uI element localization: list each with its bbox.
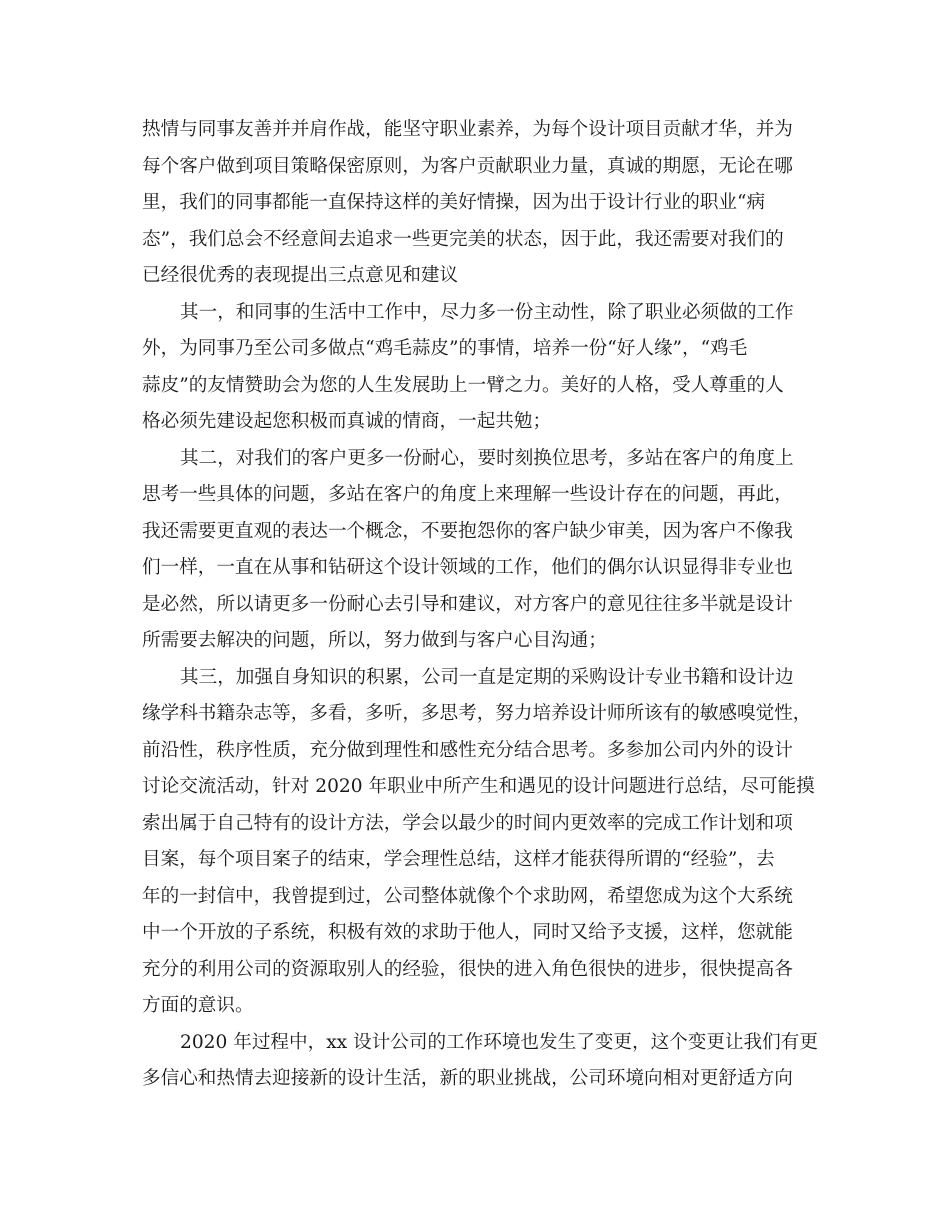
paragraph (142, 441, 812, 660)
document-body (142, 112, 818, 1098)
text-line: 其三，加强自身知识的积累，公司一直是定期的采购设计专业书籍和设计边 (180, 666, 794, 688)
text-line: 2020 年过程中，xx 设计公司的工作环境也发生了变更，这个变更让我们有更 (180, 1031, 818, 1053)
text-line: 索出属于自己特有的设计方法，学会以最少的时间内更效率的完成工作计划和项 (142, 812, 793, 834)
text-line: 前沿性，秩序性质，充分做到理性和感性充分结合思考。多参加公司内外的设计 (142, 739, 793, 761)
text-line: 热情与同事友善并并肩作战，能坚守职业素养，为每个设计项目贡献才华，并为 (142, 119, 793, 140)
text-line: 其二，对我们的客户更多一份耐心，要时刻换位思考，多站在客户的角度上 (180, 447, 794, 469)
text-line: 我还需要更直观的表达一个概念，不要抱怨你的客户缺少审美，因为客户不像我 (142, 520, 793, 542)
text-line: 充分的利用公司的资源取别人的经验，很快的进入角色很快的进步，很快提高各 (142, 958, 793, 980)
text-line: 缘学科书籍杂志等，多看，多听，多思考，努力培养设计师所该有的敏感嗅觉性， (142, 703, 812, 724)
text-line: 已经很优秀的表现提出三点意见和建议 (142, 265, 459, 286)
text-line: 其一，和同事的生活中工作中，尽力多一份主动性，除了职业必须做的工作 (180, 301, 794, 323)
text-line: 目案，每个项目案子的结束，学会理性总结，这样才能获得所谓的“经验”，去 (142, 849, 775, 870)
text-line: 中一个开放的子系统，积极有效的求助于他人，同时又给予支援，这样，您就能 (142, 922, 793, 943)
paragraph (142, 660, 815, 1025)
text-line: 们一样，一直在从事和钻研这个设计领域的工作，他们的偶尔认识显得非专业也 (142, 557, 793, 578)
paragraph (142, 112, 812, 295)
text-line: 思考一些具体的问题，多站在客户的角度上来理解一些设计存在的问题，再此， (142, 484, 793, 505)
text-line: 里，我们的同事都能一直保持这样的美好情操，因为出于设计行业的职业“病 (142, 192, 766, 213)
text-line: 是必然，所以请更多一份耐心去引导和建议，对方客户的意见往往多半就是设计 (142, 593, 793, 615)
paragraph (142, 1025, 818, 1098)
text-line: 外，为同事乃至公司多做点“鸡毛蒜皮”的事情，培养一份“好人缘”，“鸡毛 (142, 338, 748, 359)
text-line: 每个客户做到项目策略保密原则，为客户贡献职业力量，真诚的期愿，无论在哪 (142, 155, 793, 177)
text-line: 蒜皮”的友情赞助会为您的人生发展助上一臂之力。美好的人格，受人尊重的人 (142, 374, 784, 396)
text-line: 格必须先建设起您积极而真诚的情商，一起共勉； (142, 411, 552, 432)
text-line: 方面的意识。 (142, 995, 254, 1016)
text-line: 讨论交流活动，针对 2020 年职业中所产生和遇见的设计问题进行总结，尽可能摸 (142, 776, 815, 797)
paragraph (142, 295, 812, 441)
text-line: 年的一封信中，我曾提到过，公司整体就像个个求助网，希望您成为这个大系统 (142, 885, 793, 907)
text-line: 态”，我们总会不经意间去追求一些更完美的状态，因于此，我还需要对我们的 (142, 228, 784, 250)
text-line: 所需要去解决的问题，所以，努力做到与客户心目沟通； (142, 630, 607, 651)
text-line: 多信心和热情去迎接新的设计生活，新的职业挑战，公司环境向相对更舒适方向 (142, 1068, 793, 1089)
